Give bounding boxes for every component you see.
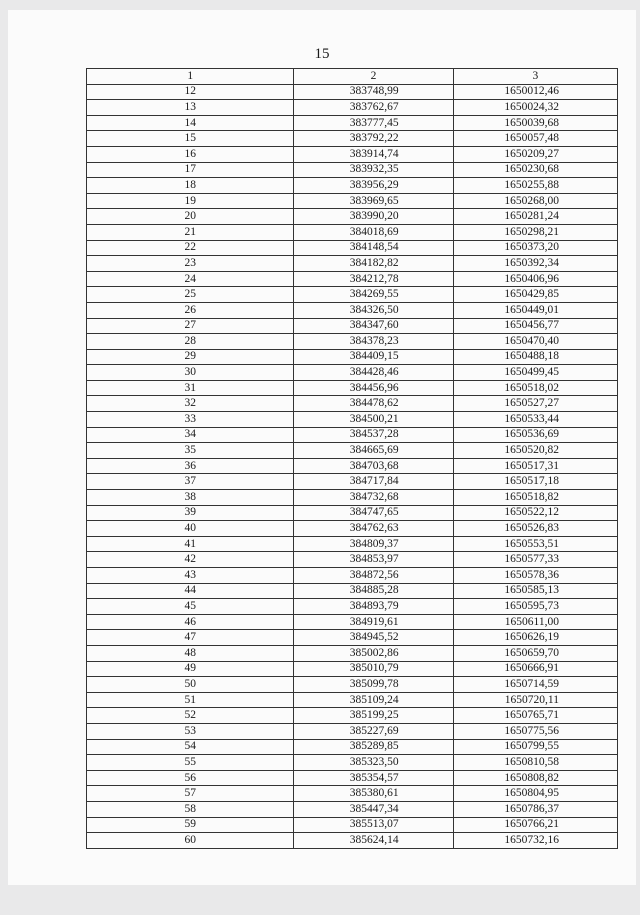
- table-row: [87, 708, 618, 724]
- point-number-cell: 27: [87, 318, 294, 334]
- y-coordinate-cell: 1650255,88: [453, 178, 617, 194]
- table-row: [87, 209, 618, 225]
- y-coordinate-cell: 1650714,59: [453, 677, 617, 693]
- table-row: [87, 755, 618, 771]
- x-coordinate-cell: 385380,61: [294, 786, 453, 802]
- x-coordinate-cell: 384212,78: [294, 271, 453, 287]
- y-coordinate-cell: 1650522,12: [453, 505, 617, 521]
- table-row: [87, 146, 618, 162]
- y-coordinate-cell: 1650786,37: [453, 801, 617, 817]
- x-coordinate-cell: 385447,34: [294, 801, 453, 817]
- x-coordinate-cell: 384945,52: [294, 630, 453, 646]
- point-number-cell: 52: [87, 708, 294, 724]
- x-coordinate-cell: 384809,37: [294, 536, 453, 552]
- table-body: [87, 84, 618, 848]
- x-coordinate-cell: 384537,28: [294, 427, 453, 443]
- y-coordinate-cell: 1650799,55: [453, 739, 617, 755]
- point-number-cell: 17: [87, 162, 294, 178]
- table-row: [87, 380, 618, 396]
- table-row: [87, 786, 618, 802]
- table-row: [87, 162, 618, 178]
- x-coordinate-cell: 384919,61: [294, 614, 453, 630]
- point-number-cell: 18: [87, 178, 294, 194]
- point-number-cell: 58: [87, 801, 294, 817]
- point-number-cell: 41: [87, 536, 294, 552]
- y-coordinate-cell: 1650720,11: [453, 692, 617, 708]
- y-coordinate-cell: 1650766,21: [453, 817, 617, 833]
- y-coordinate-cell: 1650517,18: [453, 474, 617, 490]
- point-number-cell: 26: [87, 302, 294, 318]
- table-row: [87, 630, 618, 646]
- point-number-cell: 32: [87, 396, 294, 412]
- x-coordinate-cell: 383777,45: [294, 115, 453, 131]
- table-row: [87, 427, 618, 443]
- y-coordinate-cell: 1650553,51: [453, 536, 617, 552]
- table-row: [87, 770, 618, 786]
- point-number-cell: 22: [87, 240, 294, 256]
- table-row: [87, 396, 618, 412]
- page-number: 15: [314, 46, 330, 62]
- y-coordinate-cell: 1650527,27: [453, 396, 617, 412]
- x-coordinate-cell: 384428,46: [294, 365, 453, 381]
- point-number-cell: 44: [87, 583, 294, 599]
- table-row: [87, 677, 618, 693]
- point-number-cell: 53: [87, 723, 294, 739]
- x-coordinate-cell: 383792,22: [294, 131, 453, 147]
- y-coordinate-cell: 1650775,56: [453, 723, 617, 739]
- y-coordinate-cell: 1650470,40: [453, 334, 617, 350]
- table-row: [87, 505, 618, 521]
- point-number-cell: 50: [87, 677, 294, 693]
- y-coordinate-cell: 1650406,96: [453, 271, 617, 287]
- point-number-cell: 16: [87, 146, 294, 162]
- x-coordinate-cell: 384500,21: [294, 412, 453, 428]
- x-coordinate-cell: 385010,79: [294, 661, 453, 677]
- table-row: [87, 833, 618, 849]
- table-row: [87, 552, 618, 568]
- y-coordinate-cell: 1650804,95: [453, 786, 617, 802]
- point-number-cell: 45: [87, 599, 294, 615]
- y-coordinate-cell: 1650024,32: [453, 100, 617, 116]
- table-row: [87, 365, 618, 381]
- x-coordinate-cell: 385109,24: [294, 692, 453, 708]
- x-coordinate-cell: 384456,96: [294, 380, 453, 396]
- point-number-cell: 54: [87, 739, 294, 755]
- table-row: [87, 287, 618, 303]
- point-number-cell: 12: [87, 84, 294, 100]
- x-coordinate-cell: 383969,65: [294, 193, 453, 209]
- point-number-cell: 25: [87, 287, 294, 303]
- y-coordinate-cell: 1650392,34: [453, 256, 617, 272]
- y-coordinate-cell: 1650595,73: [453, 599, 617, 615]
- x-coordinate-cell: 385002,86: [294, 645, 453, 661]
- x-coordinate-cell: 383990,20: [294, 209, 453, 225]
- y-coordinate-cell: 1650520,82: [453, 443, 617, 459]
- y-coordinate-cell: 1650732,16: [453, 833, 617, 849]
- x-coordinate-cell: 383762,67: [294, 100, 453, 116]
- point-number-cell: 29: [87, 349, 294, 365]
- x-coordinate-cell: 383956,29: [294, 178, 453, 194]
- table-row: [87, 474, 618, 490]
- point-number-cell: 38: [87, 490, 294, 506]
- table-row: [87, 739, 618, 755]
- point-number-cell: 19: [87, 193, 294, 209]
- x-coordinate-cell: 383932,35: [294, 162, 453, 178]
- y-coordinate-cell: 1650488,18: [453, 349, 617, 365]
- y-coordinate-cell: 1650810,58: [453, 755, 617, 771]
- x-coordinate-cell: 385227,69: [294, 723, 453, 739]
- y-coordinate-cell: 1650765,71: [453, 708, 617, 724]
- table-row: [87, 723, 618, 739]
- x-coordinate-cell: 385099,78: [294, 677, 453, 693]
- y-coordinate-cell: 1650526,83: [453, 521, 617, 537]
- point-number-cell: 46: [87, 614, 294, 630]
- x-coordinate-cell: 385624,14: [294, 833, 453, 849]
- point-number-cell: 23: [87, 256, 294, 272]
- y-coordinate-cell: 1650659,70: [453, 645, 617, 661]
- point-number-cell: 39: [87, 505, 294, 521]
- x-coordinate-cell: 385289,85: [294, 739, 453, 755]
- x-coordinate-cell: 383748,99: [294, 84, 453, 100]
- point-number-cell: 59: [87, 817, 294, 833]
- point-number-cell: 48: [87, 645, 294, 661]
- y-coordinate-cell: 1650808,82: [453, 770, 617, 786]
- point-number-cell: 51: [87, 692, 294, 708]
- table-row: [87, 84, 618, 100]
- y-coordinate-cell: 1650012,46: [453, 84, 617, 100]
- point-number-cell: 31: [87, 380, 294, 396]
- column-header-2: 2: [294, 69, 453, 85]
- y-coordinate-cell: 1650518,82: [453, 490, 617, 506]
- y-coordinate-cell: 1650626,19: [453, 630, 617, 646]
- point-number-cell: 35: [87, 443, 294, 459]
- table-header-row: [87, 69, 618, 85]
- table-row: [87, 115, 618, 131]
- point-number-cell: 13: [87, 100, 294, 116]
- point-number-cell: 30: [87, 365, 294, 381]
- point-number-cell: 14: [87, 115, 294, 131]
- x-coordinate-cell: 384885,28: [294, 583, 453, 599]
- x-coordinate-cell: 384732,68: [294, 490, 453, 506]
- y-coordinate-cell: 1650533,44: [453, 412, 617, 428]
- table-row: [87, 100, 618, 116]
- y-coordinate-cell: 1650577,33: [453, 552, 617, 568]
- y-coordinate-cell: 1650298,21: [453, 224, 617, 240]
- y-coordinate-cell: 1650230,68: [453, 162, 617, 178]
- point-number-cell: 24: [87, 271, 294, 287]
- y-coordinate-cell: 1650536,69: [453, 427, 617, 443]
- x-coordinate-cell: 384703,68: [294, 458, 453, 474]
- x-coordinate-cell: 384269,55: [294, 287, 453, 303]
- y-coordinate-cell: 1650517,31: [453, 458, 617, 474]
- x-coordinate-cell: 384853,97: [294, 552, 453, 568]
- document-page: [8, 10, 636, 885]
- x-coordinate-cell: 384747,65: [294, 505, 453, 521]
- table-row: [87, 817, 618, 833]
- table-row: [87, 801, 618, 817]
- table-row: [87, 271, 618, 287]
- table-row: [87, 193, 618, 209]
- table-row: [87, 240, 618, 256]
- point-number-cell: 57: [87, 786, 294, 802]
- table-row: [87, 349, 618, 365]
- table-row: [87, 645, 618, 661]
- y-coordinate-cell: 1650429,85: [453, 287, 617, 303]
- y-coordinate-cell: 1650373,20: [453, 240, 617, 256]
- y-coordinate-cell: 1650611,00: [453, 614, 617, 630]
- point-number-cell: 21: [87, 224, 294, 240]
- point-number-cell: 15: [87, 131, 294, 147]
- point-number-cell: 34: [87, 427, 294, 443]
- table-row: [87, 178, 618, 194]
- table-row: [87, 256, 618, 272]
- x-coordinate-cell: 384717,84: [294, 474, 453, 490]
- table-row: [87, 583, 618, 599]
- table-row: [87, 536, 618, 552]
- coordinates-table: [86, 68, 618, 849]
- y-coordinate-cell: 1650578,36: [453, 568, 617, 584]
- table-row: [87, 521, 618, 537]
- table-row: [87, 412, 618, 428]
- y-coordinate-cell: 1650449,01: [453, 302, 617, 318]
- point-number-cell: 20: [87, 209, 294, 225]
- point-number-cell: 28: [87, 334, 294, 350]
- point-number-cell: 33: [87, 412, 294, 428]
- column-header-3: 3: [453, 69, 617, 85]
- x-coordinate-cell: 385199,25: [294, 708, 453, 724]
- column-header-1: 1: [87, 69, 294, 85]
- y-coordinate-cell: 1650456,77: [453, 318, 617, 334]
- x-coordinate-cell: 384148,54: [294, 240, 453, 256]
- y-coordinate-cell: 1650281,24: [453, 209, 617, 225]
- x-coordinate-cell: 384665,69: [294, 443, 453, 459]
- x-coordinate-cell: 384893,79: [294, 599, 453, 615]
- table-row: [87, 443, 618, 459]
- point-number-cell: 56: [87, 770, 294, 786]
- point-number-cell: 55: [87, 755, 294, 771]
- y-coordinate-cell: 1650499,45: [453, 365, 617, 381]
- x-coordinate-cell: 384478,62: [294, 396, 453, 412]
- point-number-cell: 37: [87, 474, 294, 490]
- y-coordinate-cell: 1650585,13: [453, 583, 617, 599]
- x-coordinate-cell: 384762,63: [294, 521, 453, 537]
- point-number-cell: 60: [87, 833, 294, 849]
- table-row: [87, 131, 618, 147]
- point-number-cell: 43: [87, 568, 294, 584]
- point-number-cell: 47: [87, 630, 294, 646]
- y-coordinate-cell: 1650039,68: [453, 115, 617, 131]
- x-coordinate-cell: 385323,50: [294, 755, 453, 771]
- y-coordinate-cell: 1650518,02: [453, 380, 617, 396]
- point-number-cell: 36: [87, 458, 294, 474]
- point-number-cell: 42: [87, 552, 294, 568]
- x-coordinate-cell: 384182,82: [294, 256, 453, 272]
- table-row: [87, 334, 618, 350]
- point-number-cell: 49: [87, 661, 294, 677]
- x-coordinate-cell: 384347,60: [294, 318, 453, 334]
- table-row: [87, 661, 618, 677]
- y-coordinate-cell: 1650268,00: [453, 193, 617, 209]
- x-coordinate-cell: 383914,74: [294, 146, 453, 162]
- table-row: [87, 302, 618, 318]
- x-coordinate-cell: 384872,56: [294, 568, 453, 584]
- table-row: [87, 318, 618, 334]
- x-coordinate-cell: 384378,23: [294, 334, 453, 350]
- table-row: [87, 692, 618, 708]
- y-coordinate-cell: 1650209,27: [453, 146, 617, 162]
- table-row: [87, 224, 618, 240]
- y-coordinate-cell: 1650057,48: [453, 131, 617, 147]
- table-row: [87, 568, 618, 584]
- table-row: [87, 458, 618, 474]
- x-coordinate-cell: 384018,69: [294, 224, 453, 240]
- x-coordinate-cell: 384409,15: [294, 349, 453, 365]
- point-number-cell: 40: [87, 521, 294, 537]
- table-row: [87, 599, 618, 615]
- y-coordinate-cell: 1650666,91: [453, 661, 617, 677]
- table-row: [87, 614, 618, 630]
- x-coordinate-cell: 384326,50: [294, 302, 453, 318]
- table-row: [87, 490, 618, 506]
- x-coordinate-cell: 385513,07: [294, 817, 453, 833]
- x-coordinate-cell: 385354,57: [294, 770, 453, 786]
